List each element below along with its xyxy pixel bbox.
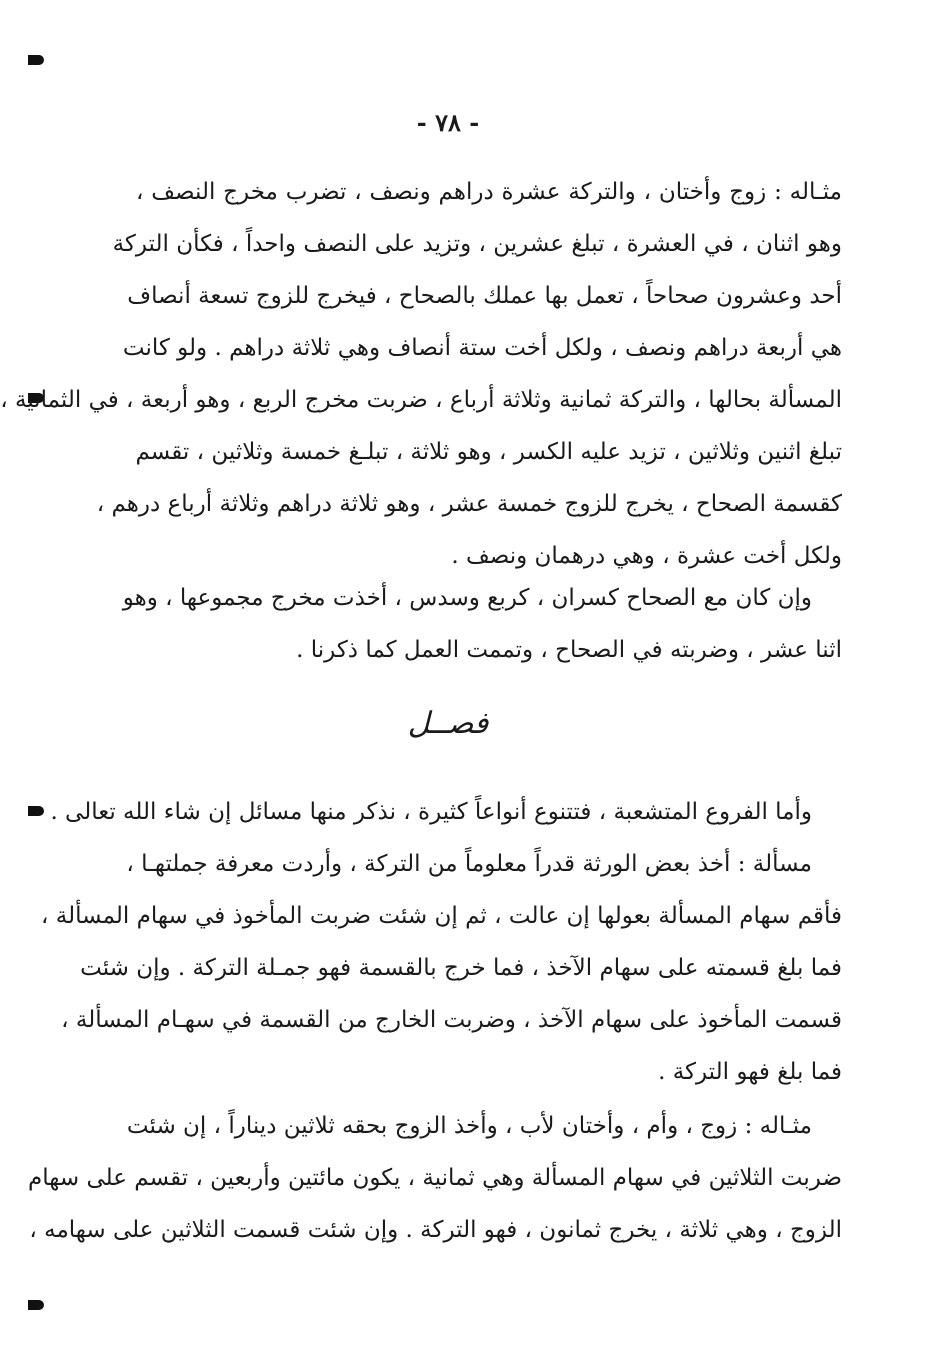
text-line: وإن كان مع الصحاح كسران ، كربع وسدس ، أخذت مخرج مجموعها ، وهو	[122, 585, 812, 611]
text-line: هي أربعة دراهم ونصف ، ولكل أخت ستة أنصاف وهي ثلاثة دراهم . ولو كانت	[122, 335, 842, 361]
text-line: ولكل أخت عشرة ، وهي درهمان ونصف .	[451, 543, 842, 569]
text-line: مثـاله : زوج وأختان ، والتركة عشرة دراهم ونصف ، تضرب مخرج النصف ،	[136, 179, 843, 205]
page-number: - ٧٨ -	[416, 108, 480, 137]
section-heading: فصــل	[407, 706, 489, 741]
text-line: فما بلغ قسمته على سهام الآخذ ، فما خرج بالقسمة فهو جمـلة التركة . وإن شئت	[80, 955, 842, 981]
text-line: فما بلغ فهو التركة .	[658, 1059, 842, 1085]
margin-mark	[28, 55, 44, 65]
margin-mark	[28, 806, 44, 816]
text-line: وهو اثنان ، في العشرة ، تبلغ عشرين ، وتزيد على النصف واحداً ، فكأن التركة	[112, 231, 842, 257]
text-line: ضربت الثلاثين في سهام المسألة وهي ثمانية ، يكون مائتين وأربعين ، تقسم على سهام	[28, 1165, 842, 1191]
paragraph-example-husband	[28, 1100, 842, 1256]
paragraph-example-fractions	[0, 166, 843, 582]
margin-mark	[28, 1300, 44, 1310]
text-line: قسمت المأخوذ على سهام الآخذ ، وضربت الخارج من القسمة في سهـام المسألة ،	[61, 1007, 842, 1033]
text-line: تبلغ اثنين وثلاثين ، تزيد عليه الكسر ، وهو ثلاثة ، تبلـغ خمسة وثلاثين ، تقسم	[135, 439, 842, 465]
paragraph-two-fractions	[122, 572, 842, 676]
text-line: أحد وعشرون صحاحاً ، تعمل بها عملك بالصحاح ، فيخرج للزوج تسعة أنصاف	[127, 283, 842, 309]
text-line: مثـاله : زوج ، وأم ، وأختان لأب ، وأخذ الزوج بحقه ثلاثين ديناراً ، إن شئت	[126, 1113, 812, 1139]
text-line: الزوج ، وهي ثلاثة ، يخرج ثمانون ، فهو التركة . وإن شئت قسمت الثلاثين على سهامه ،	[29, 1217, 842, 1243]
text-line: فأقم سهام المسألة بعولها إن عالت ، ثم إن شئت ضربت المأخوذ في سهام المسألة ،	[41, 903, 842, 929]
text-line: مسألة : أخذ بعض الورثة قدراً معلوماً من التركة ، وأردت معرفة جملتهـا ،	[126, 851, 812, 877]
text-line: وأما الفروع المتشعبة ، فتتنوع أنواعاً كثيرة ، نذكر منها مسائل إن شاء الله تعالى .	[50, 799, 812, 825]
text-line: المسألة بحالها ، والتركة ثمانية وثلاثة أرباع ، ضربت مخرج الربع ، وهو أربعة ، في الثمانية ،	[0, 387, 842, 413]
text-line: اثنا عشر ، وضربته في الصحاح ، وتممت العمل كما ذكرنا .	[296, 637, 842, 663]
text-line: كقسمة الصحاح ، يخرج للزوج خمسة عشر ، وهو ثلاثة دراهم وثلاثة أرباع درهم ،	[96, 491, 842, 517]
paragraph-branching-cases	[41, 786, 842, 1098]
